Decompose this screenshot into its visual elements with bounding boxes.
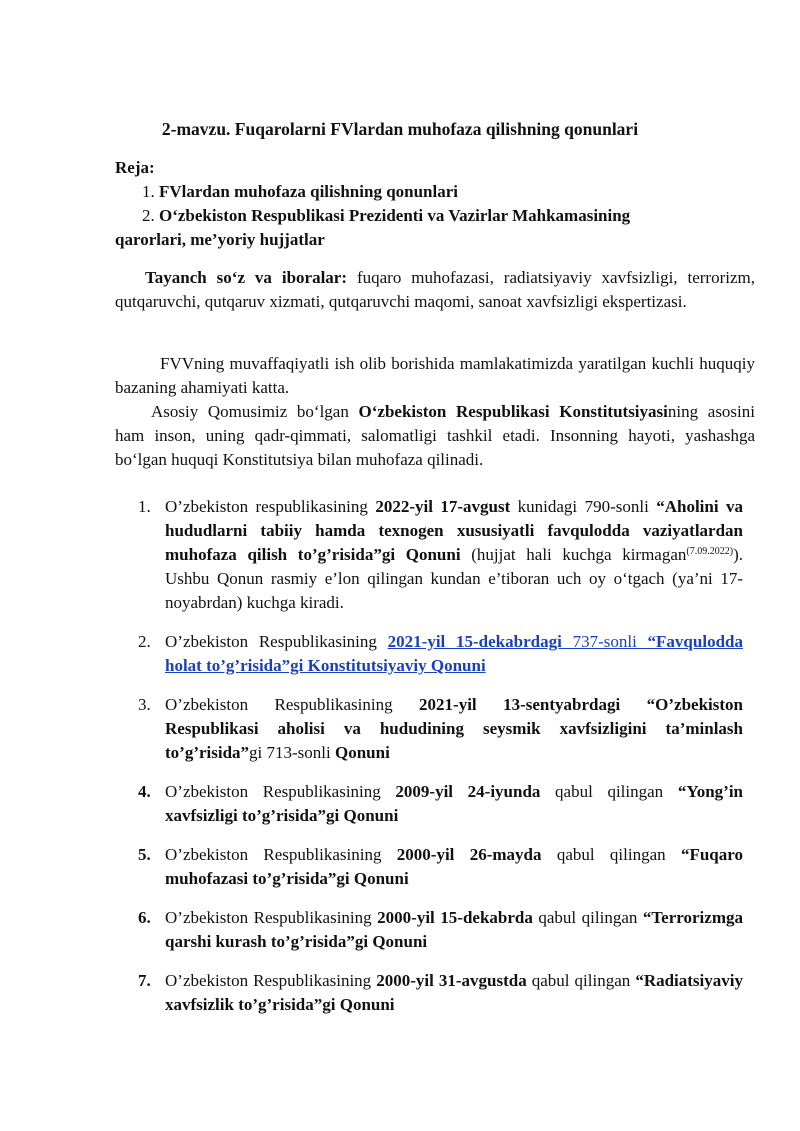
keywords-paragraph bbox=[115, 266, 755, 314]
law-item-2 bbox=[138, 630, 743, 678]
intro-text: ning asosini ham inson, uning qadr-qimmati, salomatligi tashkil etadi. Insonning hayoti, yashashga bo‘lgan huquqi Konstitutsiya bilan muhofaza qilinadi. bbox=[115, 402, 755, 469]
law-date: 2021-yil 15-dekabrdagi bbox=[387, 632, 562, 651]
law-text: kunidagi 790-sonli bbox=[510, 497, 657, 516]
law-date: 2000-yil 31-avgustda bbox=[376, 971, 527, 990]
law-title: “Yong’in xavfsizligi to’g’risida”gi Qonuni bbox=[165, 782, 743, 825]
law-text: qabul qilingan bbox=[526, 971, 636, 990]
laws-list bbox=[138, 495, 743, 1032]
law-number: 7. bbox=[138, 971, 151, 990]
law-text: O’zbekiston Respublikasining bbox=[165, 908, 378, 927]
law-item-3 bbox=[138, 693, 743, 765]
law-item-6 bbox=[138, 906, 743, 954]
plan-item-text: O‘zbekiston Respublikasi Prezidenti va Vazirlar Mahkamasining bbox=[159, 206, 631, 225]
law-text: O’zbekiston Respublikasining bbox=[165, 845, 397, 864]
plan-item-1 bbox=[115, 180, 755, 204]
law-item-5 bbox=[138, 843, 743, 891]
law-item-1 bbox=[138, 495, 743, 615]
plan-item-number: 1. bbox=[142, 182, 155, 201]
law-text: ). Ushbu Qonun rasmiy e’lon qilingan kundan e’tiboran uch oy o‘tgach (ya’ni 17-noyabrdan) kuchga kiradi. bbox=[165, 545, 743, 612]
law-number: 6. bbox=[138, 908, 151, 927]
law-date: 2000-yil 15-dekabrda bbox=[377, 908, 533, 927]
law-text: gi 713-sonli bbox=[249, 743, 335, 762]
law-title: 2021-yil 13-sentyabrdagi “O’zbekiston Respublikasi aholisi va hududining seysmik xavfsizligini ta’minlash to’g’risida” bbox=[165, 695, 743, 762]
law-title: “Favqulodda holat to’g’risida”gi Konstitutsiyaviy Qonuni bbox=[165, 632, 743, 675]
law-item-4 bbox=[138, 780, 743, 828]
law-date: 2022-yil 17-avgust bbox=[375, 497, 511, 516]
plan-heading: Reja: bbox=[115, 158, 155, 177]
law-item-7 bbox=[138, 969, 743, 1017]
law-text: O’zbekiston Respublikasining bbox=[165, 632, 388, 651]
law-title: “Radiatsiyaviy xavfsizlik to’g’risida”gi Qonuni bbox=[165, 971, 743, 1014]
keywords-text: fuqaro muhofazasi, radiatsiyaviy xavfsizligi, terrorizm, qutqaruvchi, qutqaruv xizmati, qutqaruvchi maqomi, sanoat xavfsizligi ekspertizasi. bbox=[115, 268, 755, 311]
law-note: (7.09.2022) bbox=[686, 546, 734, 557]
law-text: qabul qilingan bbox=[532, 908, 643, 927]
law-date: 2009-yil 24-iyunda bbox=[395, 782, 541, 801]
intro-paragraph-1: FVVning muvaffaqiyatli ish olib borishida mamlakatimizda yaratilgan kuchli huquqiy bazaning ahamiyati katta. bbox=[115, 354, 755, 397]
law-date: 2000-yil 26-mayda bbox=[396, 845, 542, 864]
intro-text: Asosiy Qomusimiz bo‘lgan bbox=[151, 402, 359, 421]
page-title: 2-mavzu. Fuqarolarni FVlardan muhofaza qilishning qonunlari bbox=[161, 119, 639, 139]
plan-section bbox=[115, 156, 755, 252]
law-number: 5. bbox=[138, 845, 151, 864]
keywords-label: Tayanch so‘z va iboralar: bbox=[145, 268, 348, 287]
law-number: 4. bbox=[138, 782, 151, 801]
plan-item-text: FVlardan muhofaza qilishning qonunlari bbox=[159, 182, 459, 201]
law-title: “Fuqaro muhofazasi to’g’risida”gi Qonuni bbox=[165, 845, 744, 888]
law-text: O’zbekiston Respublikasining bbox=[165, 782, 396, 801]
law-number: 3. bbox=[138, 695, 151, 714]
law-text: O’zbekiston Respublikasining bbox=[165, 695, 420, 714]
law-number: 2. bbox=[138, 632, 151, 651]
law-text: qabul qilingan bbox=[540, 782, 678, 801]
law-text: 737-sonli bbox=[561, 632, 648, 651]
constitution-name: O‘zbekiston Respublikasi Konstitutsiyasi bbox=[358, 402, 668, 421]
law-title: Qonuni bbox=[335, 743, 390, 762]
plan-item-2-continuation: qarorlari, me’yoriy hujjatlar bbox=[115, 230, 325, 249]
law-number: 1. bbox=[138, 497, 151, 516]
plan-item-2 bbox=[115, 204, 755, 228]
law-text: qabul qilingan bbox=[541, 845, 681, 864]
intro-section bbox=[115, 352, 755, 472]
law-text: O’zbekiston respublikasining bbox=[165, 497, 376, 516]
law-title: “Terrorizmga qarshi kurash to’g’risida”gi Qonuni bbox=[165, 908, 743, 951]
law-text: O’zbekiston Respublikasining bbox=[165, 971, 377, 990]
law-title: “Aholini va hududlarni tabiiy hamda texnogen xususiyatli favqulodda vaziyatlardan muhofaza qilish to’g’risida”gi Qonuni bbox=[165, 497, 743, 564]
plan-item-number: 2. bbox=[142, 206, 155, 225]
intro-paragraph-2 bbox=[115, 400, 755, 472]
law-text: (hujjat hali kuchga kirmagan bbox=[460, 545, 687, 564]
